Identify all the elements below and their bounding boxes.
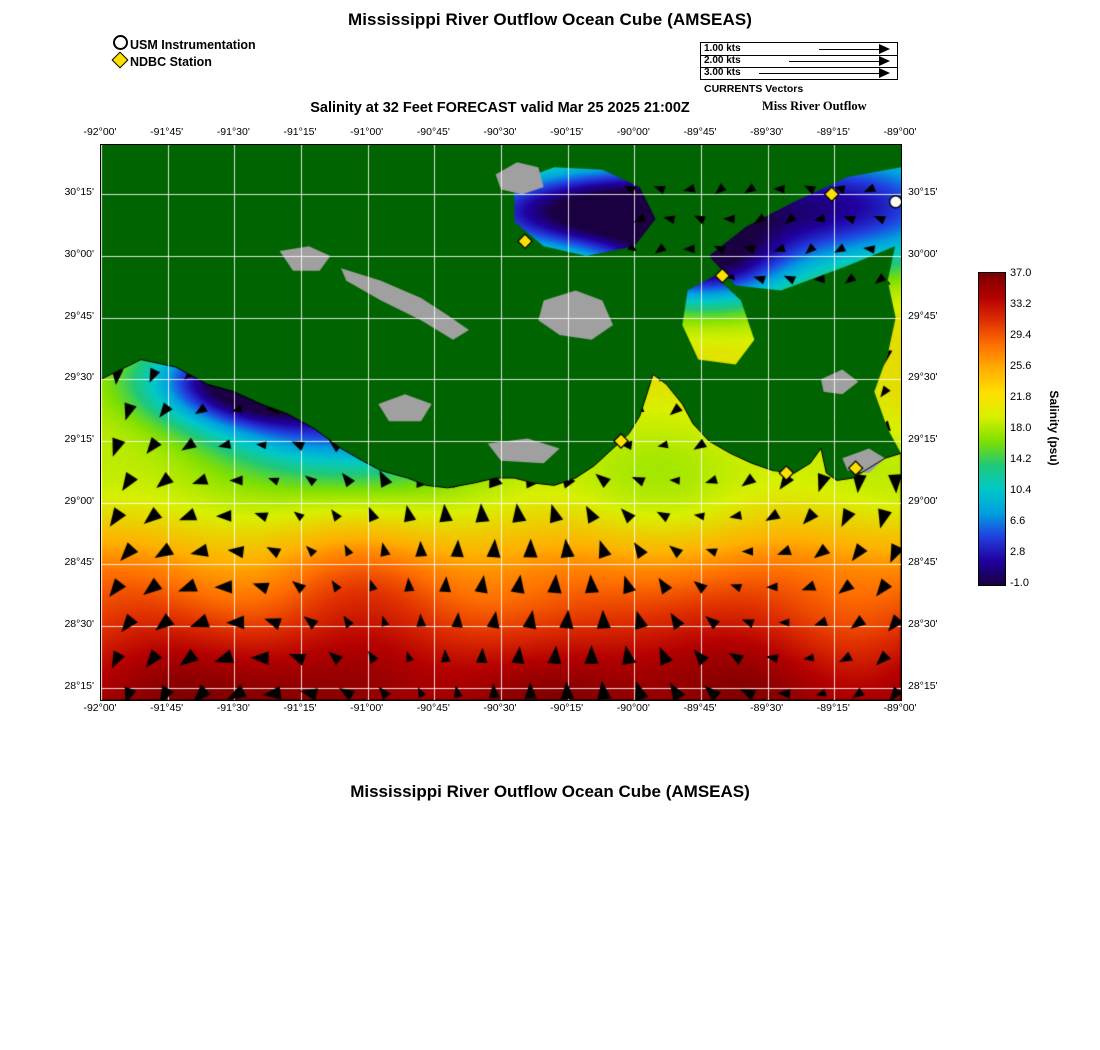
lon-tick-label: -91°30'	[216, 126, 250, 138]
vector-key-arrow-2	[879, 56, 890, 66]
lat-tick-label: 28°30'	[908, 618, 938, 630]
vector-key-shaft-3	[759, 73, 879, 74]
lon-tick-label: -90°30'	[483, 702, 517, 714]
lat-tick-label: 28°45'	[64, 556, 94, 569]
lon-tick-label: -89°45'	[683, 702, 717, 714]
legend-item-ndbc	[110, 54, 256, 70]
colorbar-tick-label: 25.6	[1010, 360, 1032, 372]
vector-key-label-3: 3.00 kts	[704, 67, 741, 78]
lon-tick-label: -89°15'	[816, 702, 850, 714]
lon-tick-label: -89°15'	[816, 126, 850, 138]
miss-river-outflow-label: Miss River Outflow	[762, 99, 867, 113]
colorbar-tick-label: 14.2	[1010, 453, 1032, 465]
lon-tick-label: -90°45'	[416, 126, 450, 138]
colorbar-gradient	[978, 272, 1006, 586]
lat-tick-label: 29°30'	[908, 371, 938, 384]
lon-tick-label: -91°30'	[216, 702, 250, 714]
lon-tick-label: -91°00'	[350, 702, 384, 714]
currents-vectors-label: CURRENTS Vectors	[704, 83, 804, 95]
vector-key-shaft-1	[819, 49, 879, 50]
colorbar-tick-label: 29.4	[1010, 329, 1032, 341]
colorbar-tick-label: 33.2	[1010, 298, 1032, 310]
lat-tick-label: 29°45'	[908, 309, 938, 322]
salinity-heatmap-canvas	[101, 145, 901, 700]
colorbar-tick-label: 37.0	[1010, 267, 1032, 279]
lat-tick-label: 28°15'	[908, 679, 938, 692]
colorbar-title: Salinity (psu)	[1047, 390, 1061, 466]
vector-key-arrow-1	[879, 44, 890, 54]
colorbar-tick-label: 21.8	[1010, 391, 1032, 403]
station-legend	[110, 37, 256, 71]
lon-tick-label: -89°45'	[683, 126, 717, 138]
page-title: Mississippi River Outflow Ocean Cube (AMSEAS)	[347, 10, 753, 29]
lon-tick-label: -90°15'	[550, 126, 584, 138]
lon-tick-label: -91°45'	[150, 126, 184, 138]
lon-tick-label: -90°00'	[616, 126, 650, 138]
vector-key-label-2: 2.00 kts	[704, 55, 741, 66]
lat-tick-label: 30°15'	[64, 186, 94, 199]
vector-scale-key	[700, 42, 898, 80]
lat-tick-label: 30°00'	[908, 248, 938, 260]
vector-key-arrow-3	[879, 68, 890, 78]
lon-tick-label: -91°00'	[350, 126, 384, 138]
lon-tick-label: -90°30'	[483, 126, 517, 138]
lat-tick-label: 29°45'	[64, 309, 94, 322]
lon-tick-label: -91°15'	[283, 126, 317, 138]
lon-tick-label: -92°00'	[83, 126, 117, 138]
diamond-icon	[110, 53, 130, 71]
footer-title: Mississippi River Outflow Ocean Cube (AMSEAS)	[350, 782, 750, 801]
colorbar-tick-label: -1.0	[1010, 577, 1029, 589]
lat-tick-label: 28°45'	[908, 556, 938, 569]
lon-tick-label: -89°00'	[883, 126, 917, 138]
colorbar-tick-label: 6.6	[1010, 515, 1026, 527]
lon-tick-label: -92°00'	[83, 702, 117, 714]
lat-tick-label: 29°15'	[908, 433, 938, 445]
lat-tick-label: 29°30'	[64, 371, 94, 384]
vector-key-label-1: 1.00 kts	[704, 43, 741, 54]
lon-tick-label: -91°45'	[150, 702, 184, 714]
lon-tick-label: -90°00'	[616, 702, 650, 714]
colorbar-tick-label: 18.0	[1010, 422, 1032, 434]
colorbar-tick-label: 2.8	[1010, 546, 1026, 558]
lat-tick-label: 28°30'	[64, 618, 94, 630]
lon-tick-label: -89°30'	[750, 702, 784, 714]
lon-tick-label: -91°15'	[283, 702, 317, 714]
lat-tick-label: 29°00'	[908, 494, 938, 507]
map-plot-area[interactable]	[100, 144, 902, 701]
lat-tick-label: 30°00'	[64, 248, 94, 260]
lon-tick-label: -89°00'	[883, 702, 917, 714]
chart-subtitle: Salinity at 32 Feet FORECAST valid Mar 25 2025 21:00Z	[310, 100, 690, 116]
lat-tick-label: 30°15'	[908, 186, 938, 199]
lon-tick-label: -90°45'	[416, 702, 450, 714]
lat-tick-label: 29°15'	[64, 433, 94, 445]
legend-label-ndbc: NDBC Station	[130, 55, 212, 69]
lon-tick-label: -89°30'	[750, 126, 784, 138]
lat-tick-label: 29°00'	[64, 494, 94, 507]
lon-tick-label: -90°15'	[550, 702, 584, 714]
vector-key-shaft-2	[789, 61, 879, 62]
lat-tick-label: 28°15'	[64, 679, 94, 692]
colorbar-tick-label: 10.4	[1010, 484, 1032, 496]
legend-item-usm	[110, 37, 256, 53]
legend-label-usm: USM Instrumentation	[130, 38, 256, 52]
